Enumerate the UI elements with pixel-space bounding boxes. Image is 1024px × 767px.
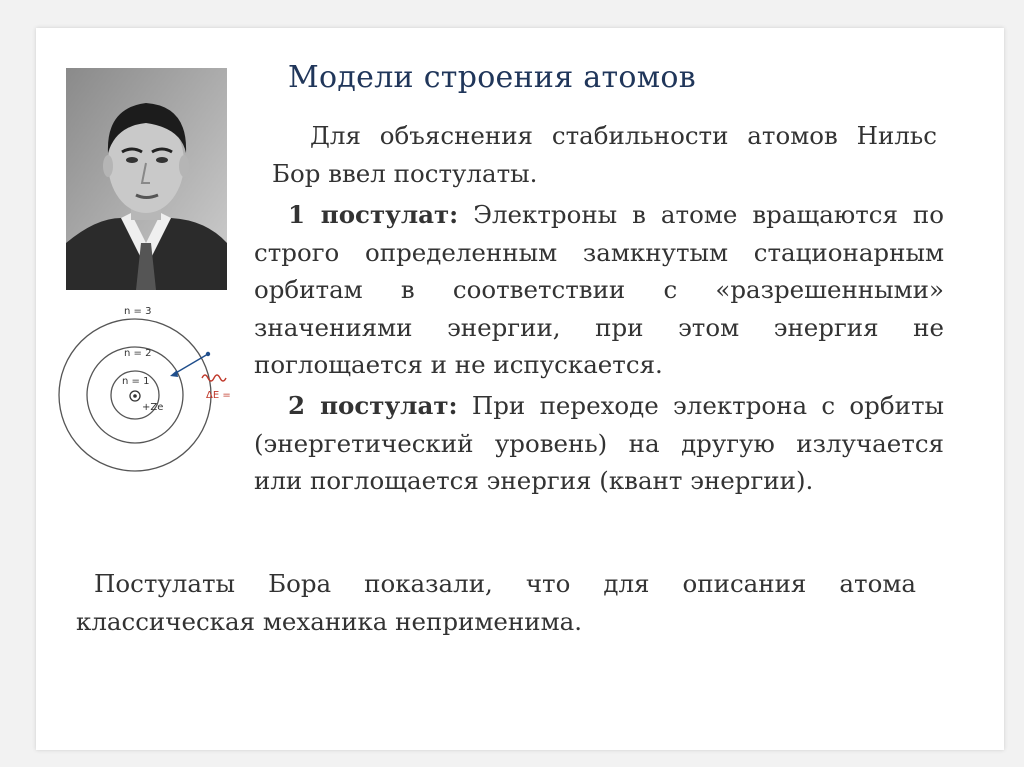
postulate-1-text: Электроны в атоме вращаются по строго определенным замкнутым стационарным орбитам в соответствии с «разрешенными» значениями энергии, при этом энергия не поглощается и не испускается.	[254, 200, 944, 379]
photon-wave	[202, 375, 226, 381]
postulate-1	[254, 196, 944, 384]
postulate-2	[254, 387, 944, 500]
bohr-atom-diagram	[56, 300, 236, 480]
page-title: Модели строения атомов	[288, 60, 696, 95]
postulate-1-label: 1 постулат:	[288, 200, 459, 229]
label-n2: n = 2	[124, 348, 152, 359]
label-nucleus: +Ze	[142, 402, 164, 413]
portrait-photo	[66, 68, 227, 290]
postulate-2-label: 2 постулат:	[288, 391, 458, 420]
conclusion-paragraph: Постулаты Бора показали, что для описания атома классическая механика неприменима.	[76, 569, 916, 636]
transition-arrow	[174, 354, 208, 374]
intro-paragraph: Для объяснения стабильности атомов Нильс Бор ввел постулаты.	[272, 121, 937, 188]
label-energy: ΔE =	[206, 390, 231, 401]
postulate-2-text: При переходе электрона с орбиты (энергетический уровень) на другую излучается или поглощается энергия (квант энергии).	[254, 391, 944, 495]
label-n3: n = 3	[124, 306, 152, 317]
label-n1: n = 1	[122, 376, 150, 387]
